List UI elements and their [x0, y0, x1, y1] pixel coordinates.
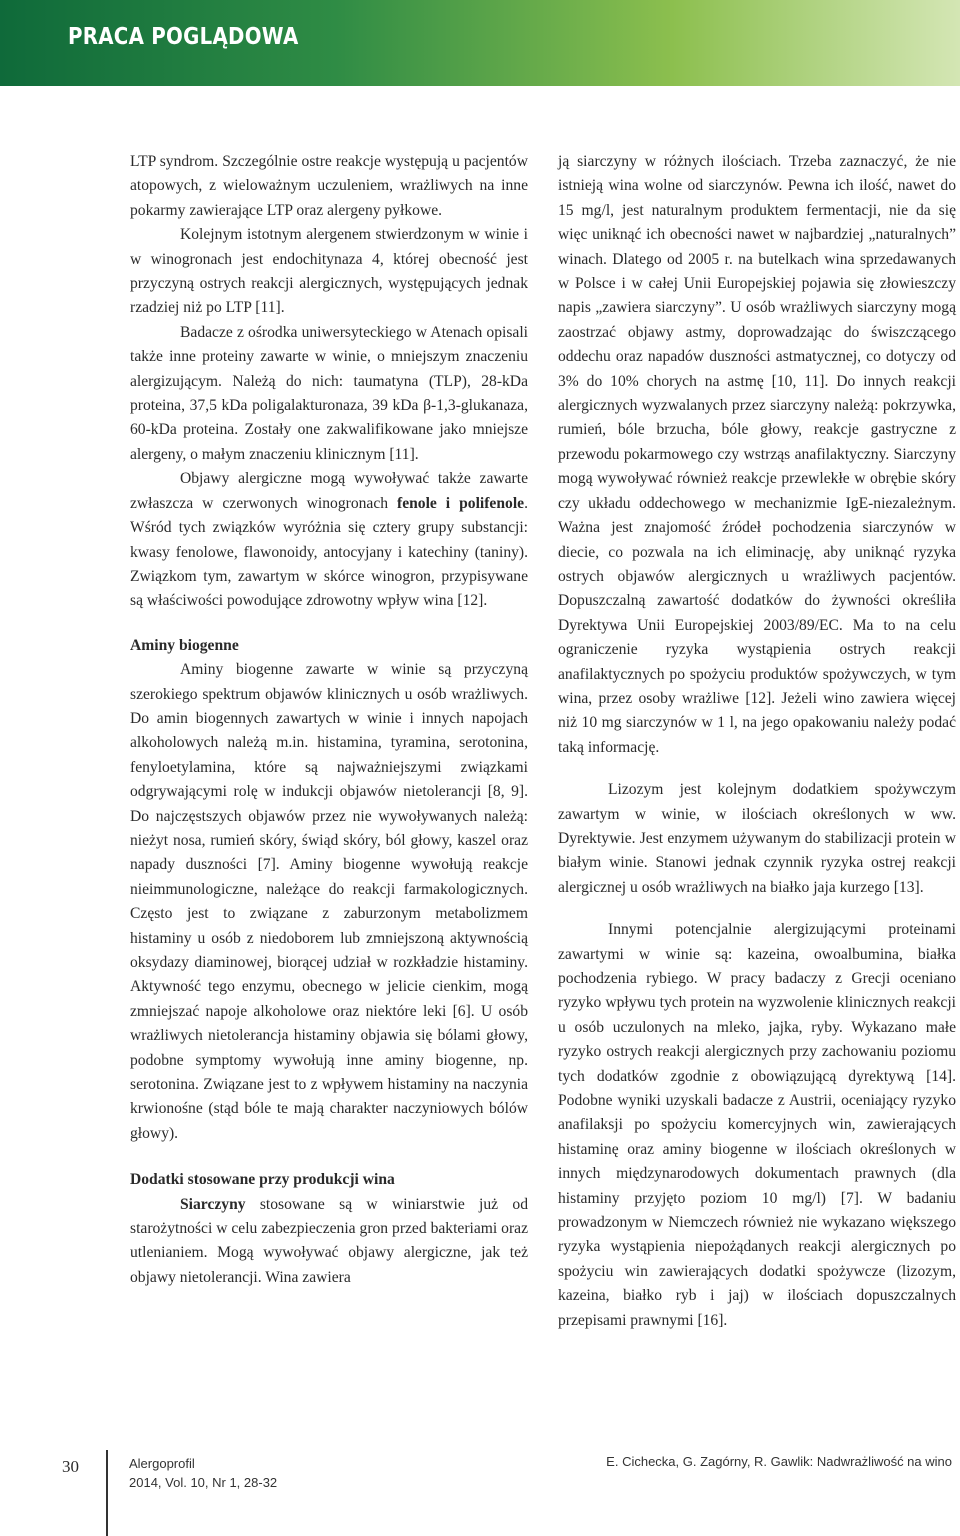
section-title: PRACA POGLĄDOWA	[68, 24, 299, 50]
paragraph: Aminy biogenne zawarte w winie są przyczyną szerokiego spektrum objawów klinicznych u osób wrażliwych. Do amin biogennych zawartych w winie i innych napojach alkoholowych należą m.in. histamina, tyramina, serotonina, fenyloetylamina, które są najważniejszymi związkami odgrywającymi rolę w indukcji objawów nietolerancji [8, 9]. Do najczęstszych objawów przez nie wywoływanych należą: nieżyt nosa, rumień skóry, świąd skóry, ból głowy, kaszel oraz napady duszności [7]. Aminy biogenne wywołują reakcje nieimmunologiczne, należące do reakcji farmakologicznych. Często jest to związane z zaburzonym metabolizmem histaminy u osób z niedoborem lub zmniejszoną aktywnością oksydazy diaminowej, biorącej udział w rozkładzie histaminy. Aktywność tego enzymu, obecnego w jelicie cienkim, mogą zmniejszać napoje alkoholowe oraz niektóre leki [6]. U osób wrażliwych nietolerancja histaminy objawia się bólami głowy, podobne symptomy wywołują inne aminy biogenne, np. serotonina. Związane jest to z wpływem histaminy na naczynia krwionośne (stąd bóle te mają charakter naczyniowych bólów głowy).	[130, 661, 528, 1142]
paragraph: Kolejnym istotnym alergenem stwierdzonym w winie i w winogronach jest endochitynaza 4, której obecność jest przyczyną ostrych reakcji alergicznych, występujących jednak rzadziej niż po LTP [11].	[130, 226, 528, 317]
bold-term: Siarczyny	[180, 1195, 246, 1213]
right-column	[558, 150, 956, 1333]
paragraph: Lizozym jest kolejnym dodatkiem spożywczym zawartym w winie, w ilościach określonych w ww. Dyrektywie. Jest enzymem używanym do stabilizacji protein w białym winie. Stanowi jednak czynnik ryzyka ostrej reakcji alergicznej u osób wrażliwych na białko jaja kurzego [13].	[558, 781, 956, 896]
header-banner	[0, 0, 960, 86]
text-run: . Wśród tych związków wyróżnia się cztery grupy substancji: kwasy fenolowe, flawonoidy, antocyjany i katechiny (taniny). Związkom tym, zawartym w skórce winogron, przypisywane są właściwości powodujące zdrowotny wpływ wina [12].	[130, 494, 528, 610]
paragraph: LTP syndrom. Szczególnie ostre reakcje występują u pacjentów atopowych, z wieloważnym uczuleniem, wrażliwych na inne pokarmy zawierające LTP oraz alergeny pyłkowe.	[130, 153, 528, 219]
footer-divider	[106, 1450, 108, 1536]
paragraph: Badacze z ośrodka uniwersyteckiego w Atenach opisali także inne proteiny zawarte w winie, o mniejszym znaczeniu alergizującym. Należą do nich: taumatyna (TLP), 28-kDa proteina, 37,5 kDa poligalakturonaza, 39 kDa β-1,3-glukanaza, 60-kDa proteina. Zostały one zakwalifikowane jako mniejsze alergeny, o małym znaczeniu klinicznym [11].	[130, 323, 528, 463]
running-footer-authors: E. Cichecka, G. Zagórny, R. Gawlik: Nadwrażliwość na wino	[606, 1454, 952, 1469]
section-heading-additives: Dodatki stosowane przy produkcji wina	[130, 1171, 395, 1189]
paragraph	[130, 1193, 528, 1291]
paragraph: Innymi potencjalnie alergizującymi proteinami zawartymi w winie są: kazeina, owoalbumina, białka pochodzenia rybiego. W pracy badaczy z Grecji oceniano ryzyko wpływu tych protein na wyzwolenie klinicznych reakcji u osób uczulonych na mleko, jajka, ryby. Wykazano małe ryzyko ostrych reakcji alergicznych przy zachowaniu poziomu tych dodatków zgodnie z obowiązującą dyrektywą [14]. Podobne wyniki uzyskali badacze z Austrii, oceniający ryzyko anafilaksji po spożyciu komercyjnych win, zawierających histaminę oraz aminy biogenne w ilościach określonych w innych międzynarodowych dokumentach prawnych (dla histaminy przyjęto poziom 10 mg/l) [7]. W badaniu prowadzonym w Niemczech również nie wykazano większego ryzyka wystąpienia niepożądanych reakcji alergicznych po spożyciu win zawierających dodatki spożywcze (lizozym, kazeina, białko ryb i jaj) w ilościach dopuszczalnych przepisami prawnymi [16].	[558, 921, 956, 1329]
paragraph: ją siarczyny w różnych ilościach. Trzeba zaznaczyć, że nie istnieją wina wolne od siarczynów. Pewna ich ilość, nawet do 15 mg/l, jest naturalnym produktem fermentacji, nie da się więc uniknąć ich obecności nawet w najbardziej „naturalnych” winach. Dlatego od 2005 r. na butelkach wina sprzedawanych w Polsce i w całej Unii Europejskiej pojawia się złowieszczy napis „zawiera siarczyny”. U osób wrażliwych siarczyny mogą zaostrzać objawy astmy, doprowadzając do świszczącego oddechu oraz napadów duszności astmatycznej, co dotyczy od 3% do 10% chorych na astmę [10, 11]. Do innych reakcji alergicznych wyzwalanych przez siarczyny należą: pokrzywka, rumień, bóle brzucha, bóle głowy, reakcje gastryczne z przewodu pokarmowego czy wstrząs anafilaktyczny. Siarczyny mogą wywoływać również reakcje przewlekłe w obrębie skóry czy układu oddechowego w mechanizmie IgE-niezależnym. Ważna jest znajomość źródeł pochodzenia siarczynów w diecie, co pozwala na ich eliminację, aby uniknąć ryzyka ostrych objawów alergicznych u wrażliwych pacjentów. Dopuszczalną zawartość dodatków do żywności określiła Dyrektywa Unii Europejskiej 2003/89/EC. Ma to na celu ograniczenie ryzyka wystąpienia ostrych reakcji anafilaktycznych po spożyciu produktów spożywczych, w tym wina, przez osoby wrażliwe [12]. Jeżeli wino zawiera więcej niż 10 mg siarczynów w 1 l, na jego opakowaniu należy podać taką informację.	[558, 153, 956, 756]
journal-info	[129, 1454, 277, 1492]
journal-issue: 2014, Vol. 10, Nr 1, 28-32	[129, 1475, 278, 1490]
journal-name: Alergoprofil	[129, 1456, 195, 1471]
text-run: Objawy alergiczne mogą wywoływać także zawarte zwłaszcza w czerwonych winogronach	[130, 470, 528, 512]
page-number: 30	[62, 1457, 79, 1476]
bold-term: fenole i polifenole	[397, 494, 525, 512]
left-column	[130, 150, 528, 1290]
paragraph	[130, 467, 528, 613]
section-heading-amines: Aminy biogenne	[130, 636, 239, 654]
text-run: stosowane są w winiarstwie już od starożytności w celu zabezpieczenia gron przed bakteriami oraz utlenianiem. Mogą wywoływać objawy alergiczne, jak też objawy nietolerancji. Wina zawiera	[130, 1195, 528, 1286]
